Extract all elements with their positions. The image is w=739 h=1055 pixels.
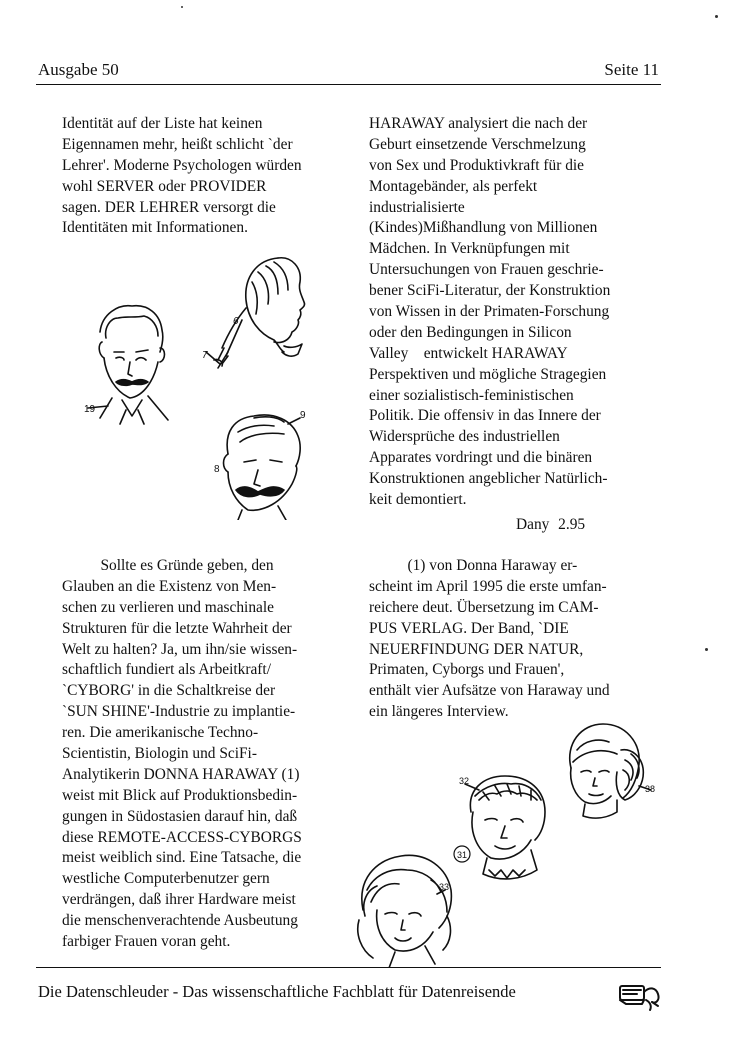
figure-label: 38	[645, 784, 656, 794]
figure-label: 8	[214, 464, 220, 475]
text-line: wohl SERVER oder PROVIDER	[62, 177, 267, 195]
figure-label: 6	[233, 316, 239, 327]
text-line: HARAWAY analysiert die nach der	[369, 115, 588, 132]
text-line: oder den Bedingungen in Silicon	[369, 323, 572, 341]
text-line: gungen in Südostasien darauf hin, daß	[62, 807, 298, 825]
text-line: meist weiblich sind. Eine Tatsache, die	[62, 849, 302, 867]
figure-label: 9	[300, 410, 306, 421]
text-line: die menschenverachtende Ausbeutung	[62, 912, 298, 930]
text-line: weist mit Blick auf Produktionsbedin-	[62, 786, 298, 804]
text-line: schen zu verlieren und maschinale	[62, 598, 274, 616]
text-line: Identität auf der Liste hat keinen	[62, 115, 263, 132]
text-line: Untersuchungen von Frauen geschrie-	[369, 261, 604, 279]
figure-label: 31	[457, 850, 468, 860]
woman-with-waves-drawing	[358, 855, 452, 968]
text-line: Glauben an die Existenz von Men-	[62, 577, 277, 595]
text-line: Sollte es Gründe geben, den	[62, 557, 274, 574]
text-line: von Sex und Produktivkraft für die	[369, 156, 585, 174]
text-line: Analytikerin DONNA HARAWAY (1)	[62, 765, 300, 783]
column-right-bottom	[369, 556, 610, 723]
text-line: ein längeres Interview.	[369, 703, 509, 721]
author-signature: Dany 2.95	[516, 516, 586, 533]
column-right-top	[369, 114, 610, 511]
text-line: `CYBORG' in die Schaltkreise der	[62, 682, 276, 700]
illustration-male-hairstyles	[78, 248, 333, 520]
text-line: Mädchen. In Verknüpfungen mit	[369, 240, 570, 258]
text-line: farbiger Frauen voran geht.	[62, 933, 231, 951]
text-line: Strukturen für die letzte Wahrheit der	[62, 619, 292, 637]
text-line: keit demontiert.	[369, 491, 467, 509]
text-line: (1) von Donna Haraway er-	[369, 557, 578, 574]
column-left-bottom	[62, 556, 302, 953]
text-line: (Kindes)Mißhandlung von Millionen	[369, 219, 598, 237]
issue-number: Ausgabe 50	[38, 60, 119, 79]
text-line: scheint im April 1995 die erste umfan-	[369, 577, 607, 595]
text-line: reichere deut. Übersetzung im CAM-	[369, 598, 599, 616]
figure-label: 19	[84, 404, 96, 415]
text-line: ren. Die amerikanische Techno-	[62, 724, 259, 742]
scan-speck	[715, 15, 718, 18]
text-line: NEUERFINDUNG DER NATUR,	[369, 640, 584, 658]
text-line: Apparates vordringt und die binären	[369, 449, 593, 467]
text-line: Identitäten mit Informationen.	[62, 219, 248, 237]
text-line: Konstruktionen angeblicher Natürlich-	[369, 470, 608, 488]
text-line: `SUN SHINE'-Industrie zu implantie-	[62, 703, 296, 721]
scan-speck	[705, 648, 708, 651]
man-with-moustache-drawing	[88, 306, 168, 424]
text-line: Perspektiven und mögliche Stragegien	[369, 365, 607, 383]
figure-label: 7	[202, 350, 208, 361]
text-line: verdrängen, daß ihrer Hardware meist	[62, 891, 296, 909]
text-line: Eigennamen mehr, heißt schlicht `der	[62, 135, 293, 153]
text-line: bener SciFi-Literatur, der Konstruktion	[369, 282, 611, 300]
text-line: schaftlich fundiert als Arbeitkraft/	[62, 661, 271, 679]
text-line: enthält vier Aufsätze von Haraway und	[369, 682, 610, 700]
text-line: westliche Computerbenutzer gern	[62, 870, 270, 888]
figure-label: 33	[439, 882, 450, 892]
woman-with-bun-drawing	[570, 724, 651, 818]
text-line: einer sozialistisch-feministischen	[369, 386, 574, 404]
text-line: Montagebänder, als perfekt	[369, 177, 538, 195]
column-left-top	[62, 114, 302, 239]
text-line: Geburt einsetzende Verschmelzung	[369, 135, 586, 153]
text-line: industrialisierte	[369, 198, 465, 216]
man-with-curled-moustache-drawing	[224, 415, 301, 520]
text-line: Lehrer'. Moderne Psychologen würden	[62, 156, 302, 174]
text-line: Widersprüche des industriellen	[369, 428, 560, 446]
text-line: Scientistin, Biologin und SciFi-	[62, 745, 257, 763]
text-line: sagen. DER LEHRER versorgt die	[62, 198, 276, 216]
text-line: PUS VERLAG. Der Band, `DIE	[369, 619, 569, 637]
woman-with-braid-crown-drawing	[465, 776, 545, 879]
header-rule	[36, 84, 661, 85]
chaos-computer-logo-icon	[616, 980, 664, 1012]
footer-rule	[36, 967, 661, 968]
text-line: Valley entwickelt HARAWAY	[369, 344, 568, 362]
text-line: Welt zu halten? Ja, um ihn/sie wissen-	[62, 640, 298, 658]
illustration-female-hairstyles	[355, 720, 667, 968]
footer-tagline: Die Datenschleuder - Das wissenschaftliche Fachblatt für Datenreisende	[38, 982, 516, 1001]
text-line: von Wissen in der Primaten-Forschung	[369, 303, 610, 321]
profile-head-drawing	[218, 258, 305, 368]
text-line: diese REMOTE-ACCESS-CYBORGS	[62, 828, 302, 846]
small-pointer-drawing	[206, 352, 228, 366]
text-line: Primaten, Cyborgs und Frauen',	[369, 661, 565, 679]
scan-speck	[181, 6, 183, 8]
figure-label: 32	[459, 776, 470, 786]
text-line: Politik. Die offensiv in das Innere der	[369, 407, 601, 425]
page-number: Seite 11	[604, 60, 659, 79]
